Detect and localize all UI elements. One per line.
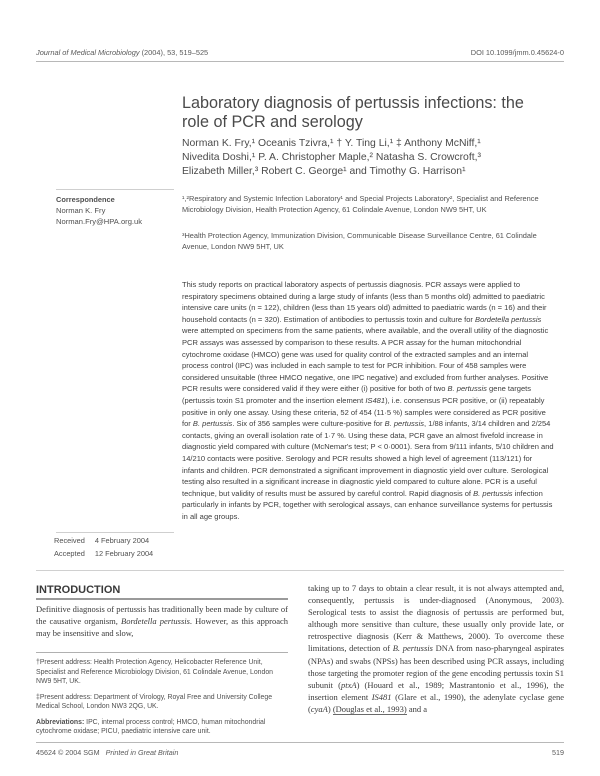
- received-label: Received: [54, 536, 85, 545]
- abstract-text: . Six of 356 samples were culture-positive for: [232, 419, 385, 429]
- correspondence-rule: [56, 189, 174, 190]
- abstract-italic: B. pertussis: [192, 419, 233, 429]
- citation-link[interactable]: (Douglas et al., 1993): [332, 703, 407, 714]
- intro-italic: B. pertussis: [392, 643, 433, 654]
- footer-printed: Printed in Great Britain: [105, 748, 179, 757]
- affiliation-1: ¹,²Respiratory and Systemic Infection Laboratory¹ and Special Projects Laboratory², Specialist and Reference Microbiology Division, Health Protection Agency, 61 Colindale Avenue, London NW9 5HT, UK: [182, 194, 539, 214]
- dates-rule: [56, 532, 174, 533]
- abbreviations-label: Abbreviations:: [36, 718, 85, 726]
- abstract-italic: B. pertussis: [384, 419, 425, 429]
- correspondence-label: Correspondence: [56, 195, 115, 204]
- section-rule: [36, 570, 564, 571]
- footer-rule: [36, 742, 564, 743]
- intro-italic: IS481: [371, 691, 392, 702]
- correspondence-block: [56, 194, 174, 227]
- doi: DOI 10.1099/jmm.0.45624-0: [470, 48, 564, 57]
- intro-italic: cyaA: [310, 703, 328, 714]
- intro-left-column: [36, 603, 288, 639]
- abstract-italic: Bordetella pertussis: [475, 314, 542, 324]
- intro-text: and a: [406, 703, 427, 714]
- abstract-italic: IS481: [365, 395, 386, 405]
- intro-italic: Bordetella pertussis: [121, 616, 190, 627]
- author-list: [182, 137, 552, 179]
- intro-text: taking up to 7 days to obtain a clear result, it is not always attempted and, consequently, pertussis is under-diagnosed (Anonymous, 2003). Serological tests to assist the diagnosis of pertussis are performed but, although more sensitive than culture, these usually only provide late, or retrospective diagnosis (Kerr & Matthews, 2000). To overcome these limitations, detection of: [308, 583, 564, 654]
- article-title: Laboratory diagnosis of pertussis infections: the role of PCR and serology: [182, 94, 524, 131]
- footer-code: 45624 © 2004 SGM: [36, 748, 100, 757]
- intro-text: ) (Houard et al., 1989; Mastrantonio et al., 1996), the insertion element: [308, 679, 564, 702]
- citation: (2004), 53, 519–525: [141, 48, 209, 57]
- abstract-italic: B. pertussis: [473, 488, 513, 498]
- abstract-text: ), i.e. consensus PCR positive, or (ii) repeatably positive in only one assay. Using these criteria, 52 of 454 (11·5 %) samples were considered as PCR positive for: [182, 395, 546, 429]
- author-line: Elizabeth Miller,³ Robert C. George¹ and Timothy G. Harrison¹: [182, 166, 466, 177]
- accepted-label: Accepted: [54, 548, 85, 558]
- intro-right-column: [308, 582, 564, 715]
- footnote-rule: [36, 652, 288, 653]
- abstract-text: , 1/88 infants, 3/14 children and 2/254 contacts, giving an overall isolation rate of 1·7 %. Using these data, PCR gave an almost fivefold increase in diagnostic yield compared with culture (McNemar's test; P < 0·0001). Sera from 9/111 infants, 5/10 children and 14/210 contacts were positive. Serology and PCR results showed a high level of agreement (113/121) for infants and children. PCR demonstrated a significant improvement in diagnostic yield over culture. Serological testing also resulted in a significant increase in diagnostic yield compared to culture alone. PCR is a useful technique, but validity of results must be assured by careful control. Rapid diagnosis of: [182, 419, 554, 498]
- correspondence-email[interactable]: Norman.Fry@HPA.org.uk: [56, 217, 143, 226]
- header-rule: [36, 61, 564, 62]
- abstract: [182, 279, 554, 522]
- page-number: 519: [552, 748, 564, 757]
- abstract-text: This study reports on practical laboratory aspects of pertussis diagnosis. PCR assays were applied to respiratory specimens obtained during a large study of infants (less than 5 months old) admitted to paediatric intensive care units (n = 122), children (less than 15 years old) admitted to paediatric wards (n = 16) and their household contacts (n = 320). Estimation of antibodies to pertussis toxin and culture for: [182, 280, 547, 324]
- abbreviations-text: IPC, internal process control; HMCO, human mitochondrial cytochrome oxidase; PICU, paediatric intensive care unit.: [36, 718, 266, 735]
- dates-table: [54, 535, 163, 560]
- abstract-text: infection particularly in infants by PCR, together with serological assays, can enhance surveillance systems for pertussis in all age groups.: [182, 488, 553, 521]
- author-line: Norman K. Fry,¹ Oceanis Tzivra,¹ † Y. Ting Li,¹ ‡ Anthony McNiff,¹: [182, 138, 481, 149]
- running-header: [36, 48, 208, 57]
- footnote-2: ‡Present address: Department of Virology, Royal Free and University College Medical School, London NW3 2QG, UK.: [36, 693, 273, 710]
- abstract-text: gene targets (pertussis toxin S1 promoter and the insertion element: [182, 384, 532, 405]
- introduction-heading: INTRODUCTION: [36, 584, 288, 600]
- abstract-italic: B. pertussis: [447, 384, 487, 394]
- intro-text: Definitive diagnosis of pertussis has traditionally been made by culture of the causative organism,: [36, 604, 288, 627]
- footnote-1: †Present address: Health Protection Agency, Helicobacter Reference Unit, Specialist and Reference Microbiology Division, 61 Colindale Avenue, London NW9 5HT, UK.: [36, 659, 273, 685]
- intro-text: (Glare et al., 1990), the adenylate cyclase gene (: [308, 691, 564, 714]
- received-date: 4 February 2004: [94, 536, 150, 545]
- intro-text: . However, as this approach may be insensitive and slow,: [36, 616, 288, 639]
- footer-left: [36, 748, 178, 757]
- intro-text: DNA from naso-pharyngeal aspirates (NPAs) and swabs (NPSs) has been described using PCR assays, including those targeting the promoter region of the gene encoding pertussis toxin S1 subunit (: [308, 643, 564, 690]
- abstract-text: were attempted on specimens from the same patients, where available, and the overall utility of the diagnostic PCR assays was assessed by comparison to these results. A PCR assay for the human mitochondrial cytochrome oxidase (HMCO) gene was used for quality control of the extracted samples and an internal process control (IPC) was included in each sample to test for PCR inhibition. Four of 458 samples were considered unsuitable (three HMCO negative, one IPC negative) and excluded from further analyses. Positive PCR results were considered valid if they were either (i) positive for both of two: [182, 326, 549, 394]
- intro-italic: ptxA: [341, 679, 357, 690]
- intro-text: ): [327, 703, 333, 714]
- journal-name: Journal of Medical Microbiology: [36, 48, 140, 57]
- footnotes: [36, 658, 288, 743]
- correspondence-name: Norman K. Fry: [56, 206, 106, 215]
- affiliation-2: ³Health Protection Agency, Immunization Division, Communicable Disease Surveillance Centre, 61 Colindale Avenue, London NW9 5HT, UK: [182, 231, 537, 251]
- accepted-date: 12 February 2004: [94, 548, 154, 558]
- author-line: Nivedita Doshi,¹ P. A. Christopher Maple,² Natasha S. Crowcroft,³: [182, 152, 481, 163]
